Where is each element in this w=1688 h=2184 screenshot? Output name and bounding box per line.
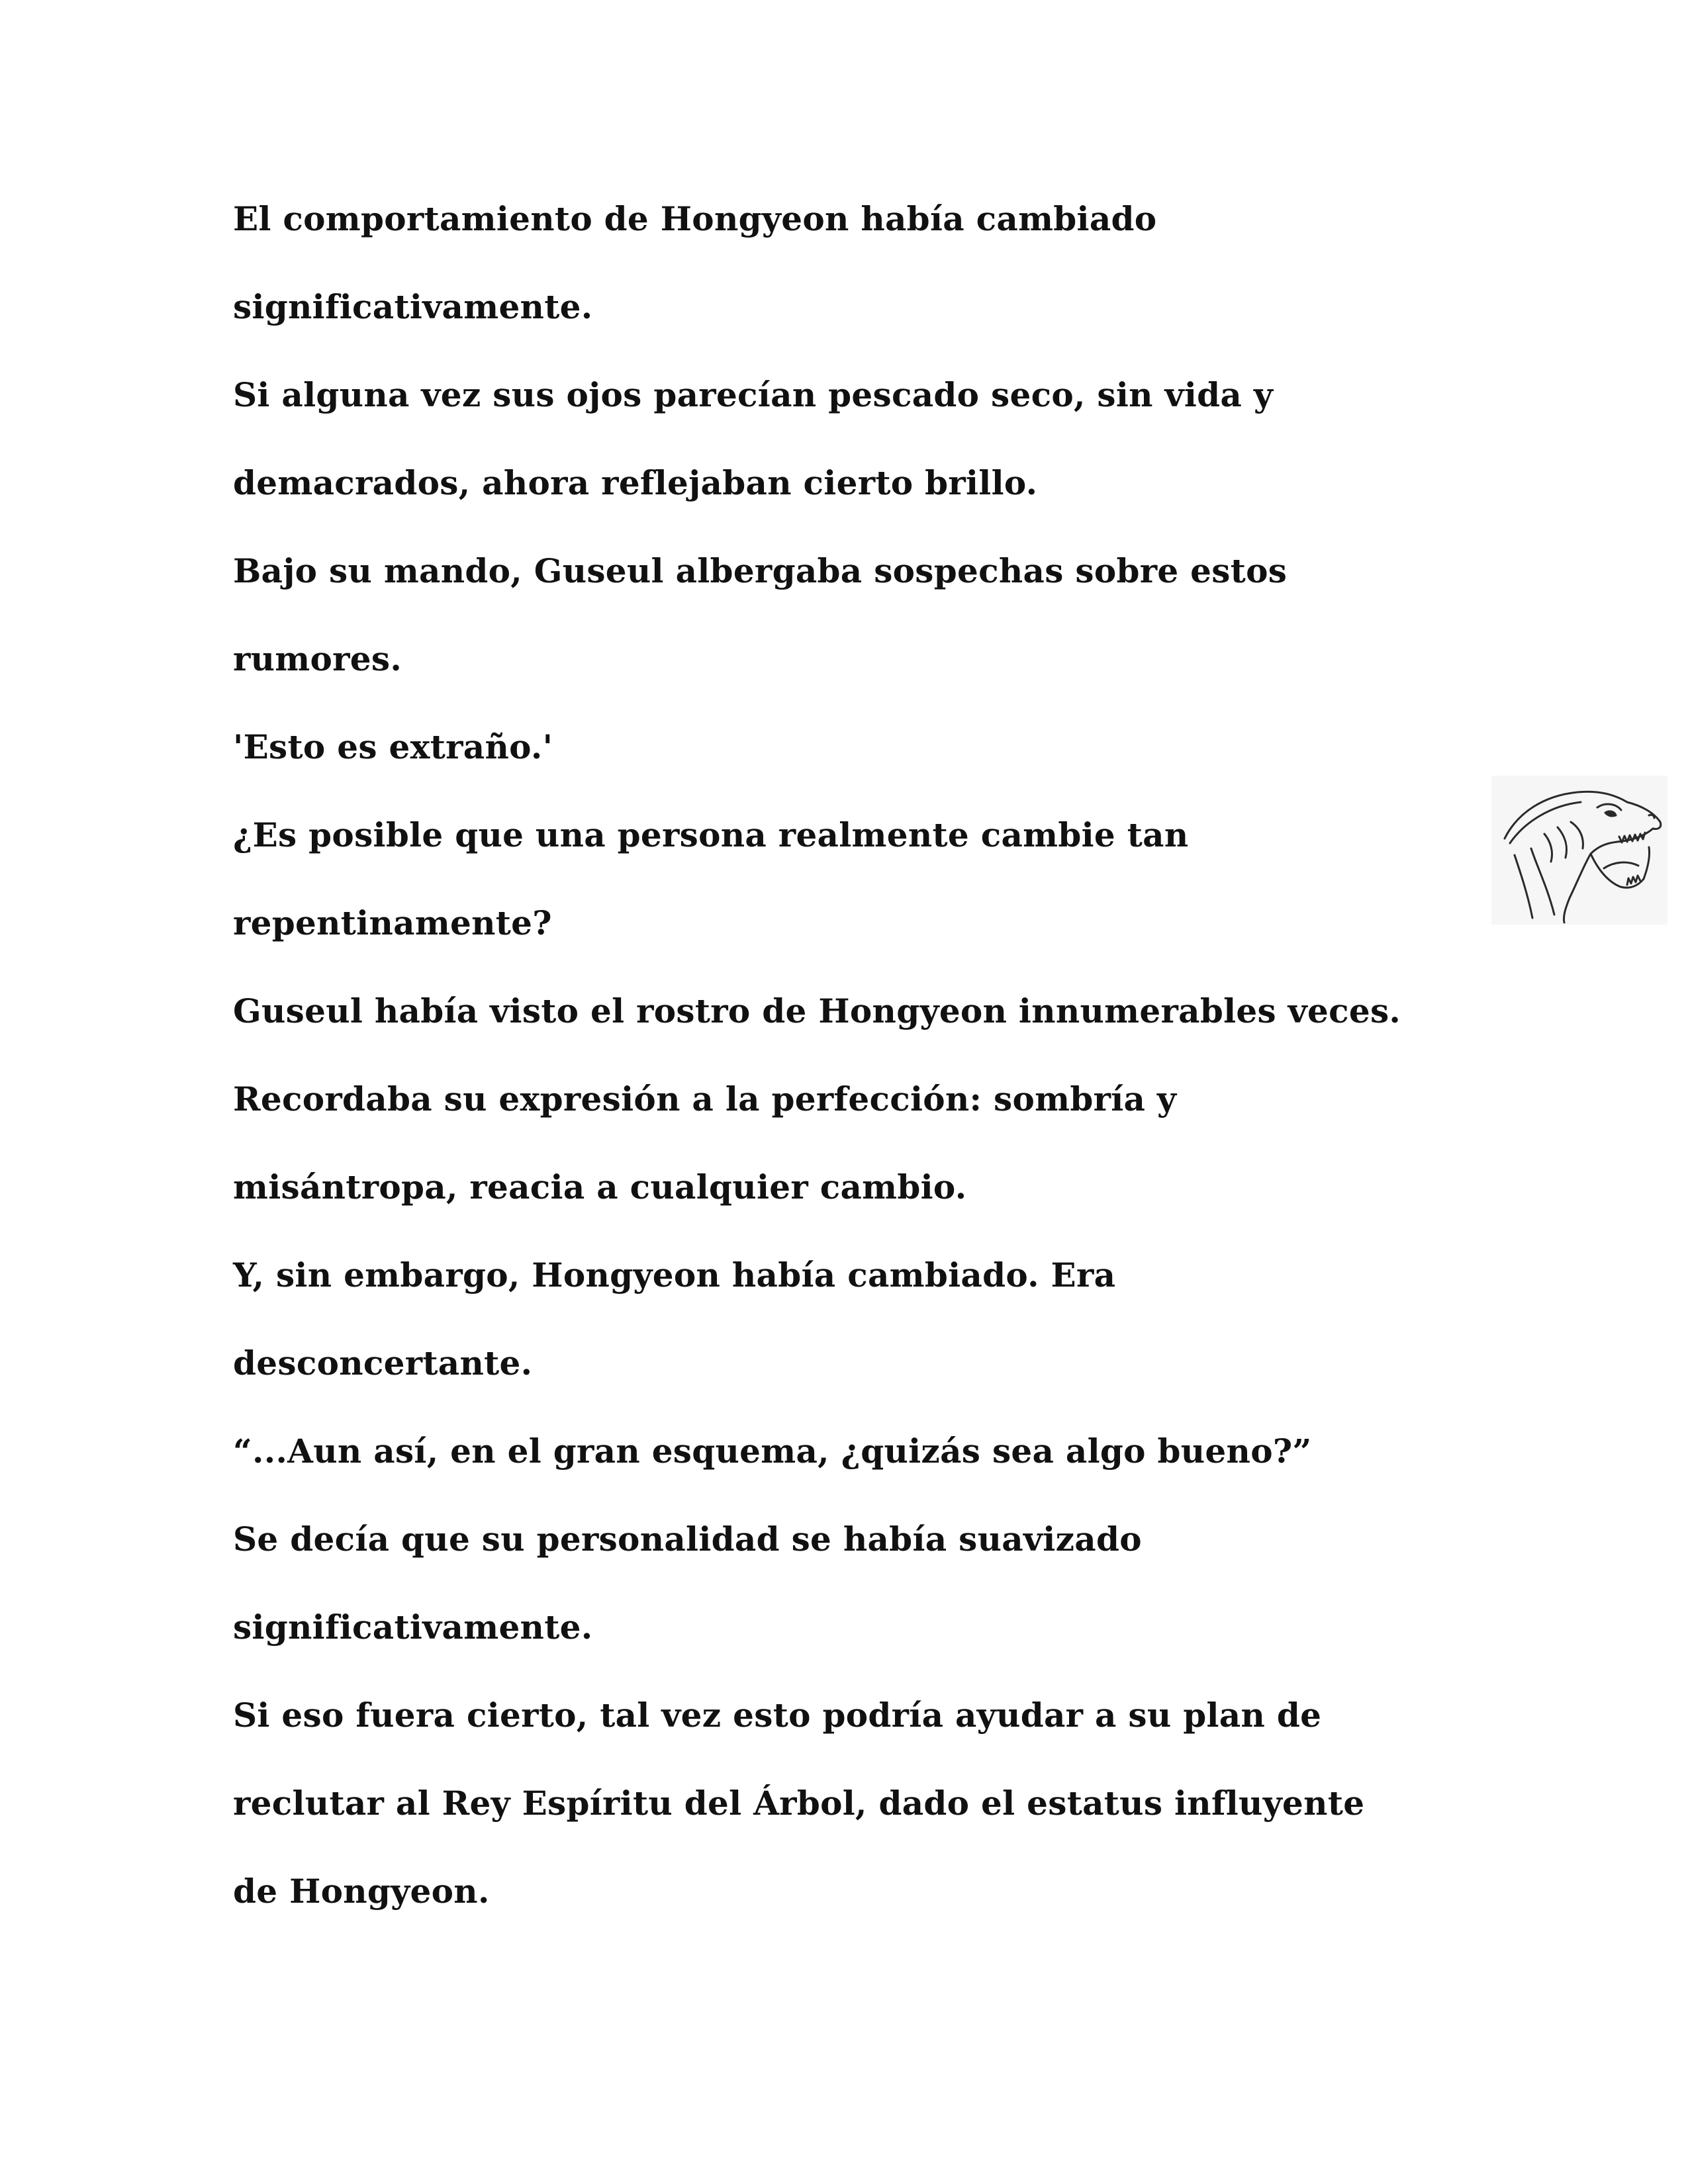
- text-line: de Hongyeon.: [233, 1872, 490, 1911]
- text-line: demacrados, ahora reflejaban cierto brillo.: [233, 463, 1038, 502]
- text-line: reclutar al Rey Espíritu del Árbol, dado el estatus influyente: [233, 1784, 1365, 1823]
- text-line: El comportamiento de Hongyeon había cambiado: [233, 199, 1157, 238]
- dinosaur-head-sketch-icon: [1491, 776, 1667, 925]
- text-line: Y, sin embargo, Hongyeon había cambiado. Era: [233, 1255, 1116, 1295]
- text-line: desconcertante.: [233, 1343, 533, 1383]
- text-line: Guseul había visto el rostro de Hongyeon innumerables veces.: [233, 991, 1401, 1030]
- text-line: ¿Es posible que una persona realmente cambie tan: [233, 815, 1189, 854]
- text-line: misántropa, reacia a cualquier cambio.: [233, 1167, 967, 1206]
- text-line: Si eso fuera cierto, tal vez esto podría ayudar a su plan de: [233, 1696, 1322, 1735]
- text-line: significativamente.: [233, 1608, 593, 1647]
- text-line: 'Esto es extraño.': [233, 727, 553, 766]
- text-line: Se decía que su personalidad se había suavizado: [233, 1520, 1142, 1559]
- text-line: Si alguna vez sus ojos parecían pescado seco, sin vida y: [233, 375, 1274, 414]
- text-line: Bajo su mando, Guseul albergaba sospechas sobre estos: [233, 551, 1288, 590]
- text-line: “...Aun así, en el gran esquema, ¿quizás sea algo bueno?”: [233, 1432, 1312, 1471]
- text-line: repentinamente?: [233, 903, 552, 942]
- text-line: significativamente.: [233, 287, 593, 326]
- text-line: rumores.: [233, 639, 402, 678]
- text-body: [233, 189, 1524, 1950]
- text-line: Recordaba su expresión a la perfección: sombría y: [233, 1079, 1177, 1118]
